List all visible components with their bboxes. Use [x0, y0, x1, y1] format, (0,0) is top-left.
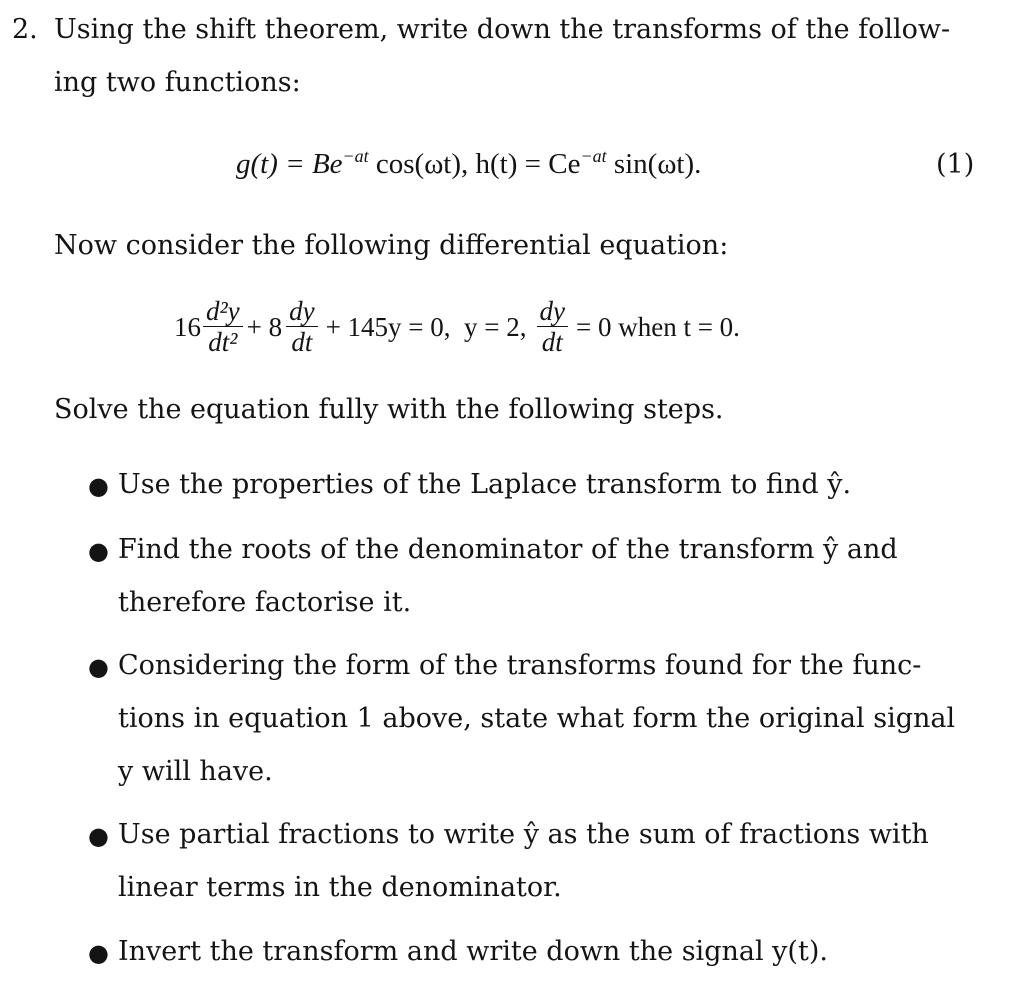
bullet-icon: ● [88, 939, 109, 967]
eq2-frac3-numerator: dy [537, 296, 568, 327]
bullet-2-line-2: therefore factorise it. [118, 587, 412, 618]
bullet-4-line-2: linear terms in the denominator. [118, 872, 562, 903]
bullet-5-line-1: Invert the transform and write down the signal y(t). [118, 936, 828, 967]
eq1-g-exponent: −at [342, 146, 369, 167]
eq2-frac2-denominator: dt [291, 327, 313, 357]
equation-1 [236, 146, 701, 182]
consider-text: Now consider the following differential equation: [54, 230, 729, 261]
eq2-coefficient: 16 [174, 311, 201, 342]
eq2-tail: = 0 when t = 0. [575, 311, 740, 342]
eq2-frac2-numerator: dy [286, 296, 317, 327]
intro-line-1: Using the shift theorem, write down the transforms of the follow- [54, 14, 951, 45]
intro-line-2: ing two functions: [54, 67, 301, 98]
eq2-second-derivative [203, 296, 243, 357]
bullet-icon: ● [88, 537, 109, 565]
eq2-first-derivative [286, 296, 317, 357]
equation-1-label: (1) [936, 149, 975, 180]
bullet-icon: ● [88, 653, 109, 681]
eq1-g-lhs: g(t) = Be [236, 148, 343, 180]
eq1-g-rhs: cos(ωt), h(t) = Ce [368, 148, 581, 180]
eq2-frac1-denominator: dt² [208, 327, 238, 357]
bullet-3-line-3: y will have. [118, 756, 273, 787]
problem-number: 2. [12, 14, 38, 45]
bullet-icon: ● [88, 822, 109, 850]
eq1-h-exponent: −at [580, 146, 607, 167]
solve-text: Solve the equation fully with the following steps. [54, 394, 724, 425]
bullet-4-line-1: Use partial fractions to write ŷ as the sum of fractions with [118, 819, 929, 850]
bullet-1-line-1: Use the properties of the Laplace transform to find ŷ. [118, 469, 852, 500]
bullet-3-line-2: tions in equation 1 above, state what form the original signal [118, 703, 956, 734]
eq2-middle: + 145y = 0, y = 2, [325, 311, 527, 342]
bullet-3-line-1: Considering the form of the transforms found for the func- [118, 650, 922, 681]
eq2-plus-eight: + 8 [246, 311, 283, 342]
differential-equation [174, 296, 740, 357]
eq2-frac1-numerator: d²y [203, 296, 243, 327]
eq1-h-rhs: sin(ωt). [606, 148, 702, 180]
bullet-icon: ● [88, 472, 109, 500]
bullet-2-line-1: Find the roots of the denominator of the transform ŷ and [118, 534, 898, 565]
eq2-frac3-denominator: dt [541, 327, 563, 357]
eq2-initial-derivative [537, 296, 568, 357]
